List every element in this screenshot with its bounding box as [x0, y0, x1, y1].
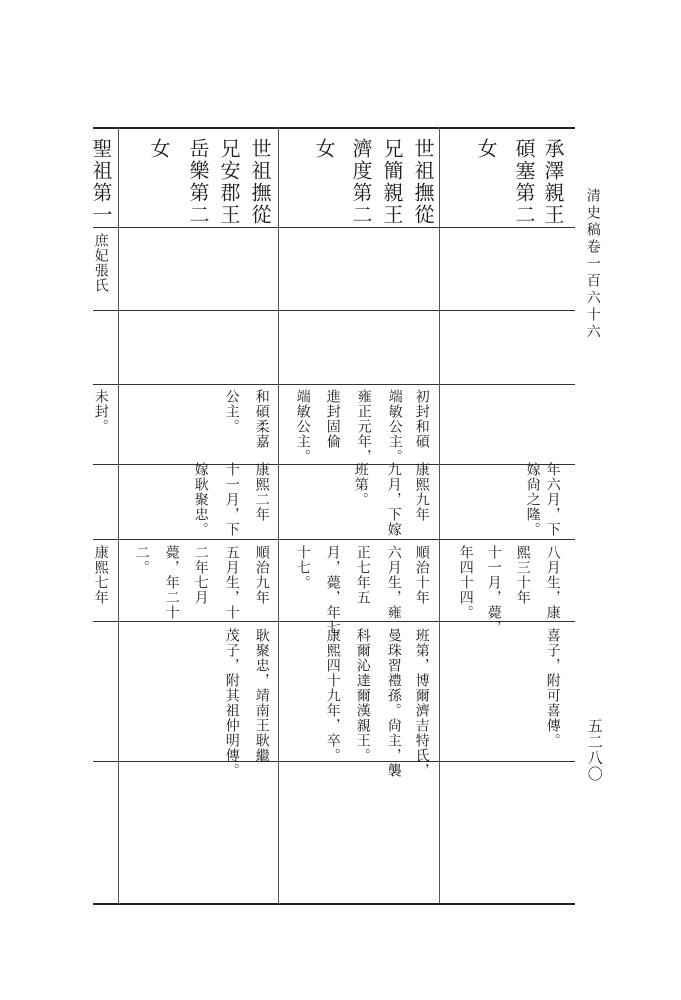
col-a-marriage-2: 嫁尙之隆。 [524, 462, 541, 537]
rule-row-1 [93, 227, 575, 228]
rule-row-2 [93, 310, 575, 311]
rule-top [93, 127, 575, 129]
col-c-birth-4: 薨，年二十 [163, 545, 180, 620]
col-c-spouse-1: 耿聚忠，靖南王耿繼 [253, 628, 270, 763]
col-b-title-3: 雍正元年， [355, 389, 372, 464]
col-d-mother: 庶妃張氏 [92, 233, 109, 293]
rule-row-5 [93, 539, 575, 540]
rule-row-4 [93, 464, 575, 465]
divider-3 [118, 127, 119, 903]
divider-1 [439, 127, 440, 903]
col-c-marriage-2: 十一月，下 [223, 462, 240, 537]
col-b-spouse-4: 康熙四十九年，卒。 [324, 628, 341, 763]
col-b-birth-2: 六月生，雍 [385, 545, 402, 620]
col-c-marriage-3: 嫁耿聚忠。 [192, 462, 209, 537]
rule-row-3 [93, 384, 575, 385]
col-c-name-2: 兄安郡王 [217, 138, 241, 226]
col-c-marriage-1: 康熙二年 [253, 462, 270, 522]
rule-bottom [93, 903, 575, 905]
col-a-birth-3: 十一月，薨， [485, 545, 502, 635]
col-b-spouse-2: 曼珠習禮孫。尙主，襲 [385, 628, 402, 778]
col-c-title-1: 和碩柔嘉 [253, 389, 270, 449]
col-c-birth-1: 順治九年 [253, 545, 270, 605]
col-c-spouse-2: 茂子，附其祖仲明傳。 [223, 628, 240, 778]
running-title: 清史稿卷一百六十六 [584, 188, 601, 341]
col-c-birth-2: 五月生，十 [223, 545, 240, 620]
col-a-birth-2: 熙三十年 [514, 545, 531, 605]
col-b-title-4: 進封固倫 [324, 389, 341, 449]
col-b-spouse-3: 科爾沁達爾漢親王。 [354, 628, 371, 763]
col-c-name-1: 世祖撫從 [248, 138, 272, 226]
col-c-birth-5: 二。 [133, 545, 150, 575]
col-b-birth-4: 月，薨，年七 [324, 545, 341, 635]
col-a-birth-4: 年四十四。 [457, 545, 474, 620]
col-c-title-2: 公主。 [223, 389, 240, 434]
col-c-name-3: 岳樂第二 [186, 138, 210, 226]
col-b-spouse-1: 班第，博爾濟吉特氏， [413, 628, 430, 778]
col-b-name-1: 世祖撫從 [411, 138, 435, 226]
col-d-name: 聖祖第一 [89, 138, 113, 226]
col-a-name-1: 承澤親王 [541, 138, 565, 226]
col-d-birth: 康熙七年 [92, 545, 109, 605]
col-b-marriage-1: 康熙九年 [413, 462, 430, 522]
col-a-name-2: 碩塞第二 [512, 138, 536, 226]
col-b-birth-3: 正七年五 [354, 545, 371, 605]
col-a-birth-1: 八月生，康 [544, 545, 561, 620]
page-number: 五二八〇 [585, 718, 604, 782]
col-b-title-2: 端敏公主。 [386, 389, 403, 464]
col-b-title-5: 端敏公主。 [294, 389, 311, 464]
genealogy-table [93, 127, 575, 903]
col-b-daughter: 女 [312, 138, 336, 160]
col-b-marriage-3: 班第。 [352, 462, 369, 507]
divider-2 [278, 127, 279, 903]
col-a-spouse-1: 喜子，附可喜傳。 [544, 628, 561, 748]
col-c-birth-3: 二年七月 [192, 545, 209, 605]
col-b-birth-1: 順治十年 [413, 545, 430, 605]
col-a-marriage-1: 年六月，下 [544, 462, 561, 537]
col-b-birth-5: 十七。 [294, 545, 311, 590]
col-c-daughter: 女 [147, 138, 171, 160]
col-b-title-1: 初封和碩 [413, 389, 430, 449]
col-a-daughter: 女 [474, 138, 498, 160]
col-d-title: 未封。 [92, 389, 109, 434]
col-b-name-3: 濟度第二 [349, 138, 373, 226]
col-b-marriage-2: 九月，下嫁 [385, 462, 402, 537]
col-b-name-2: 兄簡親王 [380, 138, 404, 226]
